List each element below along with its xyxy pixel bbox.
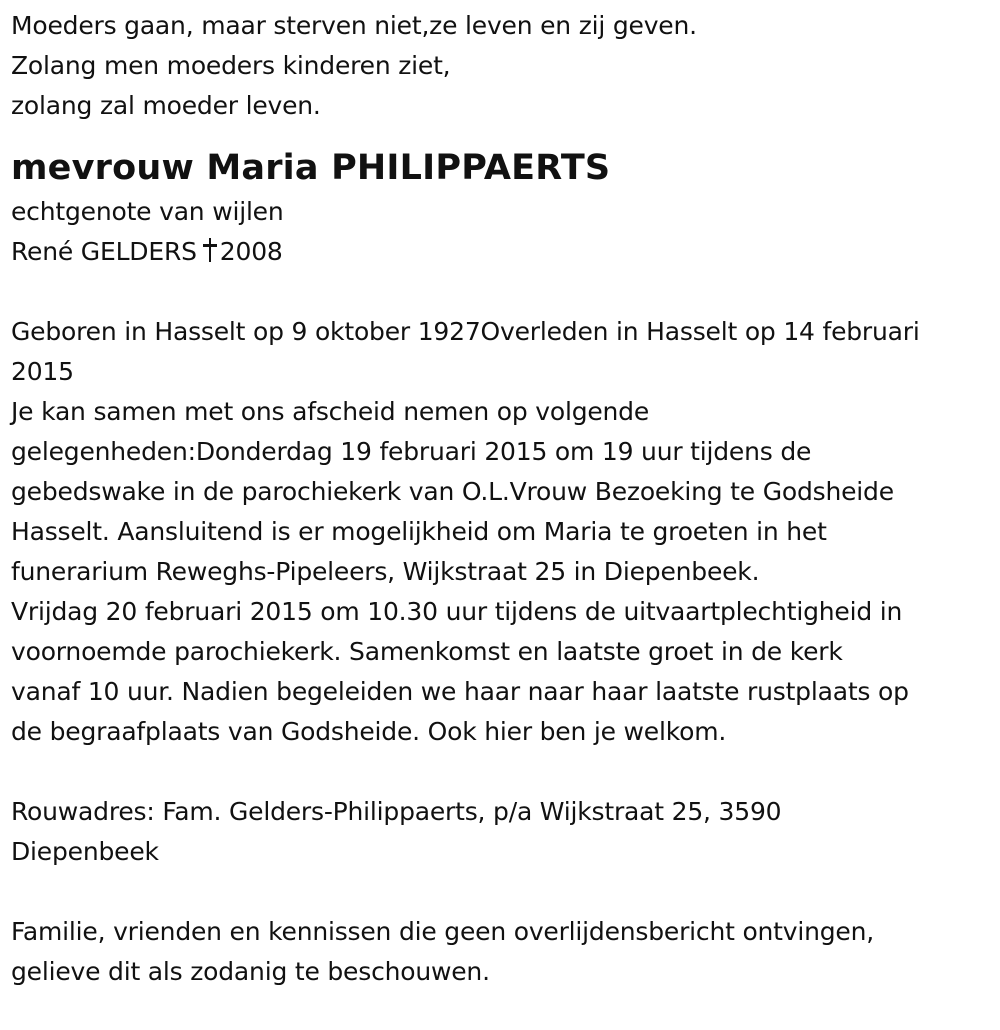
spacer xyxy=(11,752,989,792)
relation-text: echtgenote van wijlen xyxy=(11,197,284,226)
ceremony-block xyxy=(11,392,989,752)
spouse-name: René GELDERS xyxy=(11,237,197,266)
ceremony-line: Vrijdag 20 februari 2015 om 10.30 uur tijdens de uitvaartplechtigheid in xyxy=(11,597,903,626)
cross-icon xyxy=(203,238,217,262)
closing-line: gelieve dit als zodanig te beschouwen. xyxy=(11,957,490,986)
spacer xyxy=(11,872,989,912)
ceremony-line: vanaf 10 uur. Nadien begeleiden we haar naar haar laatste rustplaats op xyxy=(11,677,909,706)
poem xyxy=(11,6,989,126)
ceremony-line: funerarium Reweghs-Pipeleers, Wijkstraat 25 in Diepenbeek. xyxy=(11,557,760,586)
ceremony-line: Je kan samen met ons afscheid nemen op volgende xyxy=(11,397,650,426)
closing-block xyxy=(11,912,989,992)
address-line: Rouwadres: Fam. Gelders-Philippaerts, p/a Wijkstraat 25, 3590 xyxy=(11,797,782,826)
spouse-death-year: 2008 xyxy=(219,237,283,266)
dates-line: 2015 xyxy=(11,357,74,386)
closing-line: Familie, vrienden en kennissen die geen overlijdensbericht ontvingen, xyxy=(11,917,875,946)
address-block xyxy=(11,792,989,872)
poem-line: zolang zal moeder leven. xyxy=(11,91,321,120)
spacer xyxy=(11,272,989,312)
spouse-line xyxy=(11,232,989,272)
dates-line: Geboren in Hasselt op 9 oktober 1927Overleden in Hasselt op 14 februari xyxy=(11,317,920,346)
deceased-name: mevrouw Maria PHILIPPAERTS xyxy=(11,148,611,188)
ceremony-line: Hasselt. Aansluitend is er mogelijkheid om Maria te groeten in het xyxy=(11,517,827,546)
poem-line: Moeders gaan, maar sterven niet,ze leven en zij geven. xyxy=(11,11,697,40)
relation-block xyxy=(11,192,989,272)
ceremony-line: de begraafplaats van Godsheide. Ook hier ben je welkom. xyxy=(11,717,727,746)
address-line: Diepenbeek xyxy=(11,837,159,866)
dates-block xyxy=(11,312,989,392)
poem-line: Zolang men moeders kinderen ziet, xyxy=(11,51,451,80)
ceremony-line: voornoemde parochiekerk. Samenkomst en laatste groet in de kerk xyxy=(11,637,843,666)
ceremony-line: gelegenheden:Donderdag 19 februari 2015 om 19 uur tijdens de xyxy=(11,437,812,466)
ceremony-line: gebedswake in de parochiekerk van O.L.Vrouw Bezoeking te Godsheide xyxy=(11,477,894,506)
